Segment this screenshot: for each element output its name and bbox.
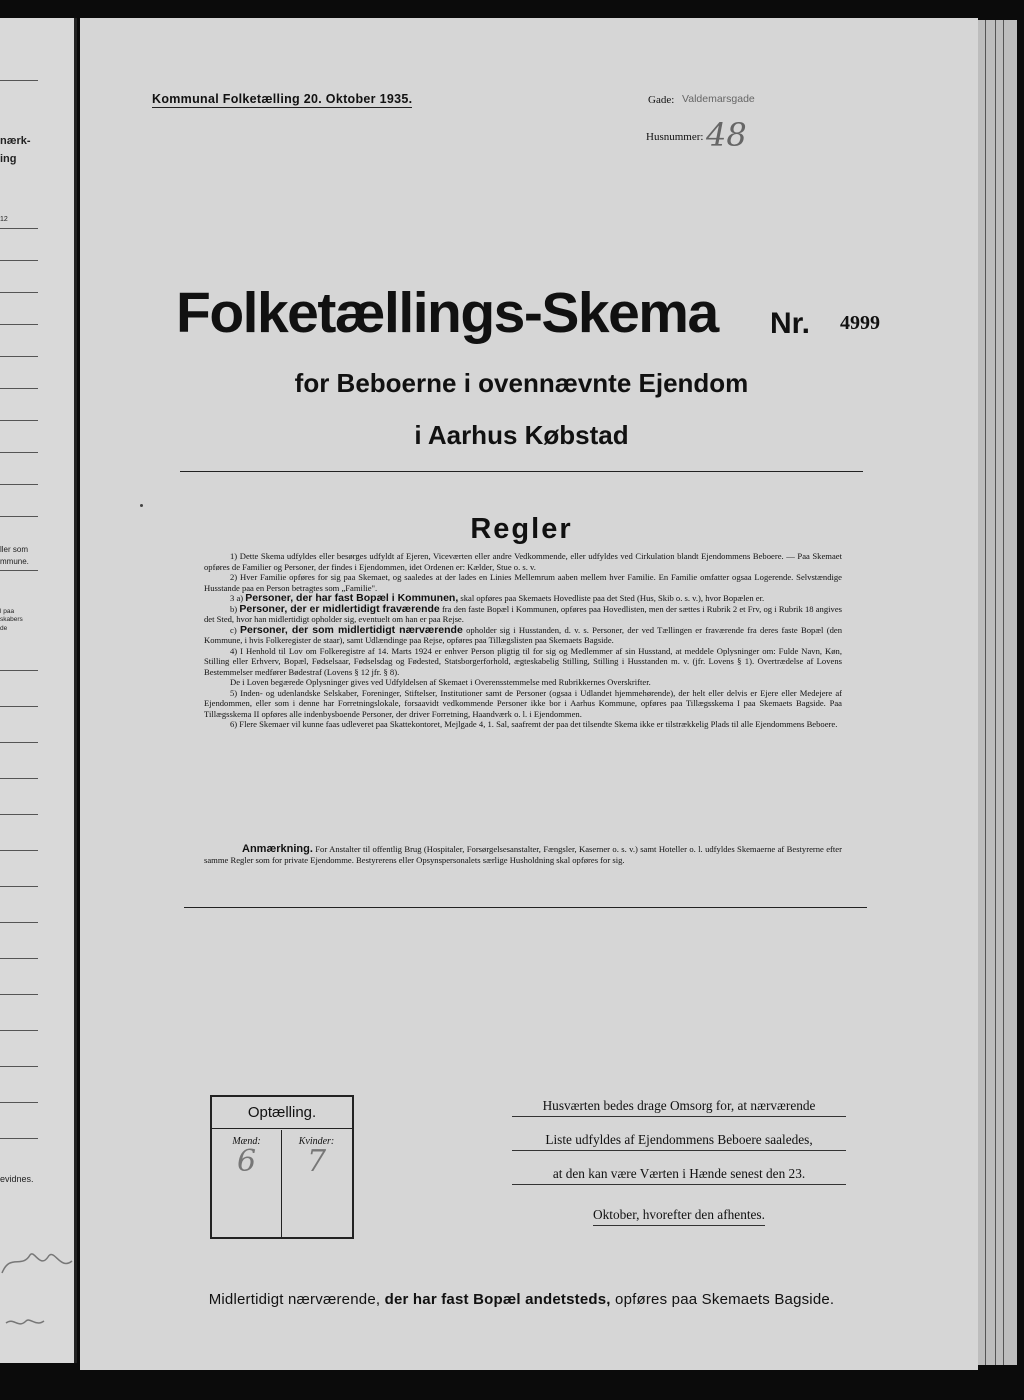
census-header-title: Kommunal Folketælling 20. Oktober 1935. [152,92,413,106]
rule-3c-prefix: c) [230,624,237,635]
men-label: Mænd: [232,1136,261,1147]
rule-3a-text: skal opføres paa Skemaets Hovedliste paa det Sted (Hus, Skib o. s. v.), hvor Bopælen er. [460,593,765,603]
form-number-label: Nr. [770,307,811,340]
women-count: 7 [306,1144,327,1179]
left-page-rule [0,886,38,887]
women-label: Kvinder: [298,1136,335,1147]
annotation-text: For Anstalter til offentlig Brug (Hospitaler, Forsørgelsesanstalter, Fængsler, Kaserner o. s. v.) samt Hoteller o. l. udfyldes Skemaerne af Bestyrerne efter samme Regler som for private Ejendomme. Bestyrerens eller Opsynspersonalets særlige Husholdning skal opføres for sig. [204,844,842,865]
street-label: Gade: [648,94,675,106]
left-page-rule [0,958,38,959]
left-page-rule [0,994,38,995]
footer-part2: der har fast Bopæl andetsteds, [384,1291,611,1308]
footer-part1: Midlertidigt nærværende, [208,1291,381,1308]
rules-body [204,551,842,730]
men-count: 6 [236,1144,257,1179]
left-page-rule [0,420,38,421]
divider-bottom [184,907,867,908]
page-edge-line [995,20,996,1365]
rule-3a-emphasis: Personer, der har fast Bopæl i Kommunen, [245,592,459,604]
left-page-fragment: mmune. [0,557,29,566]
left-page-fragment: skabers [0,616,23,623]
rules-heading: Regler [470,513,573,545]
left-page-fragment: de [0,625,8,632]
left-page-rule [0,670,38,671]
divider-top [180,471,863,472]
rule-4: 4) I Henhold til Lov om Folkeregistre af 14. Marts 1924 er enhver Person pligtig til for sig og Medlemmer af sin Husstand, at meddele Oplysninger om: Fulde Navn, Køn, Stilling eller Erhverv, Bopæl, Fødselsaar, Fødselsdag og Fødested, Statsborgerforhold, ægteskabelig Stilling, Stilling i Husstanden m. v. (jfr. Lovens § 1). Overtrædelse af Lovens Bestemmelser medfører Bødestraf (Lovens § 12 jfr. § 8). [204,645,842,677]
annotation-label: Anmærkning. [242,843,313,855]
annotation-note [204,844,842,865]
left-page-rule [0,922,38,923]
page-subtitle-line1: for Beboerne i ovennævnte Ejendom [294,368,749,398]
left-page-rule [0,850,38,851]
left-page-rule [0,742,38,743]
left-page-rule [0,516,38,517]
notice-line: Husværten bedes drage Omsorg for, at nærværende [512,1096,846,1117]
left-page-rule [0,778,38,779]
left-page-rule [0,388,38,389]
left-page-fragment: nærk- [0,135,31,147]
count-box-title: Optælling. [212,1097,352,1129]
page-title: Folketællings-Skema [176,281,718,345]
house-number-value: 48 [706,116,747,154]
left-page-fragment: l paa [0,608,15,615]
right-page-stack [975,20,1017,1365]
rule-1: 1) Dette Skema udfyldes eller besørges udfyldt af Ejeren, Viceværten eller andre Vedkommende, eller udfyldes ved Cirkulation blandt Ejendommens Beboere. — Paa Skemaet opføres de Familier og Personer, der findes i Ejendommen, idet Ordenen er: Kælder, Stue o. s. v. [204,551,842,572]
left-page-rule [0,452,38,453]
rule-3c [204,625,842,646]
left-page-rule [0,484,38,485]
rule-2: 2) Hver Familie opføres for sig paa Skemaet, og saaledes at der lades en Linies Mellemrum aaben mellem hver Familie. En Familie omfatter ogsaa Logerende. Selvstændige Husstande paa en Person betragtes som „Familie". [204,572,842,593]
rule-3b-text: fra den faste Bopæl i Kommunen, opføres paa Hovedlisten, men der sættes i Rubrik 2 et Frv, og i Rubrik 18 angives det Sted, hvor han midlertidigt opholder sig, eventuelt om han er paa Rejse. [204,603,842,624]
left-page-fragment: evidnes. [0,1174,34,1184]
ink-mark [140,504,143,507]
census-form-page [80,18,978,1370]
rule-3b-prefix: b) [230,603,238,614]
left-page-rule [0,228,38,229]
rule-3b [204,604,842,625]
form-number-value: 4999 [840,312,880,334]
page-edge-line [985,20,986,1365]
page-subtitle-line2: i Aarhus Købstad [414,420,629,450]
footer-note [80,1291,963,1308]
rule-3c-emphasis: Personer, der som midlertidigt nærværende [239,623,463,636]
left-page-rule [0,1066,38,1067]
left-page-rule [0,706,38,707]
left-page-rule [0,1102,38,1103]
count-box [210,1095,354,1239]
rule-3b-emphasis: Personer, der er midlertidigt fraværende [239,602,440,615]
landlord-notice [512,1096,846,1239]
footer-part3: opføres paa Skemaets Bagside. [615,1291,835,1308]
rule-4b: De i Loven begærede Oplysninger gives ved Udfyldelsen af Skemaet i Overensstemmelse med Rubrikkernes Overskrifter. [230,677,651,687]
left-page-fragment: ing [0,153,17,165]
women-column [282,1130,351,1237]
left-page-rule [0,356,38,357]
left-page-edge [0,18,77,1363]
left-page-fragment: 12 [0,216,8,223]
page-edge-line [1003,20,1004,1365]
notice-line: Liste udfyldes af Ejendommens Beboere saaledes, [512,1130,846,1151]
left-page-rule [0,292,38,293]
left-page-rule [0,260,38,261]
left-page-rule [0,1030,38,1031]
left-page-rule [0,1138,38,1139]
rule-3c-text: opholder sig i Husstanden, d. v. s. Personer, der ved Tællingen er fraværende fra deres faste Bopæl (den Kommune, i hvis Folkeregister de staar), samt Udlændinge paa Rejse, opføres paa Tillægslisten paa Skemaets Bagside. [204,624,842,645]
men-column [212,1130,282,1237]
street-value: Valdemarsgade [682,93,755,105]
house-number-label: Husnummer: [646,131,704,143]
rule-6: 6) Flere Skemaer vil kunne faas udleveret paa Skattekontoret, Mejlgade 4, 1. Sal, saafremt der paa det tilsendte Skema ikke er tilstrækkelig Plads til alle Ejendommens Beboere. [230,719,838,729]
left-page-rule [0,80,38,81]
notice-line: Oktober, hvorefter den afhentes. [593,1205,765,1226]
handwriting-scribble [0,1233,74,1343]
left-page-rule [0,324,38,325]
rule-3a-prefix: 3 a) [230,593,244,603]
rule-5: 5) Inden- og udenlandske Selskaber, Foreninger, Stiftelser, Institutioner samt de Personer (ogsaa i Udlandet hjemmehørende), der helt eller delvis er Ejere eller Medejere af Ejendommen, eller som i denne har Forretningslokale, forsaavidt vedkommende Personer ikke bor i Aarhus Kommune, opføres paa Tillægsskema I paa Skemaets Bagside. Paa Tillægsskema II opføres alle indenbysboende Personer, der driver Forretning, Haandværk o. l. i Ejendommen. [204,687,842,719]
left-page-rule [0,570,38,571]
left-page-rule [0,814,38,815]
left-page-fragment: ller som [0,545,29,554]
notice-line: at den kan være Værten i Hænde senest den 23. [512,1164,846,1185]
